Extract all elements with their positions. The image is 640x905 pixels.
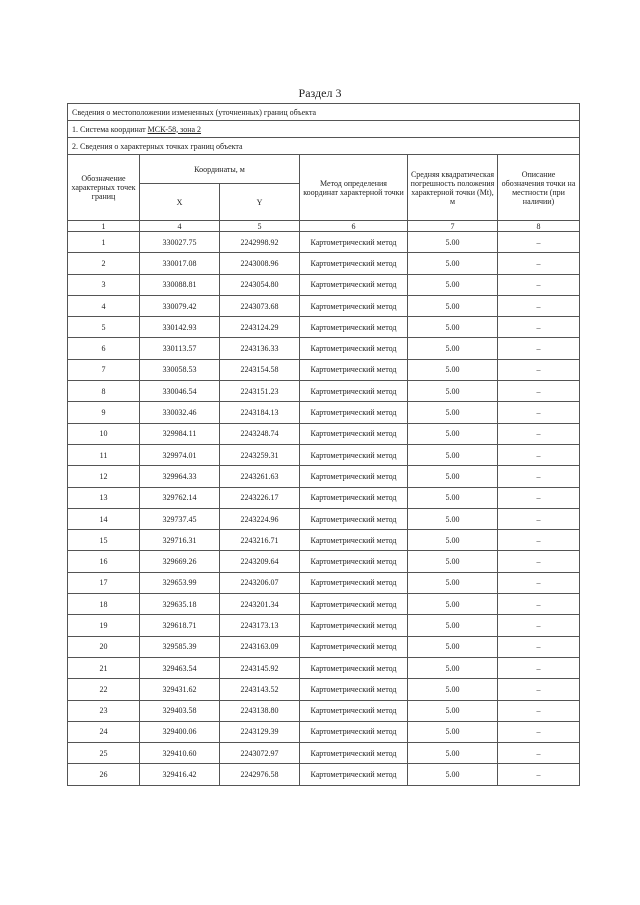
header-method: Метод определения координат характерной точки <box>300 155 408 221</box>
table-row <box>68 487 580 508</box>
description-cell: – <box>498 679 580 700</box>
error-cell: 5.00 <box>408 530 498 551</box>
column-number: 7 <box>408 221 498 232</box>
y-coordinate-cell: 2243163.09 <box>220 636 300 657</box>
y-coordinate-cell: 2243129.39 <box>220 721 300 742</box>
y-coordinate-cell: 2242998.92 <box>220 232 300 253</box>
header-x: X <box>140 184 220 221</box>
column-number: 1 <box>68 221 140 232</box>
method-cell: Картометрический метод <box>300 508 408 529</box>
table-row <box>68 636 580 657</box>
description-cell: – <box>498 551 580 572</box>
error-cell: 5.00 <box>408 338 498 359</box>
y-coordinate-cell: 2243261.63 <box>220 466 300 487</box>
x-coordinate-cell: 329618.71 <box>140 615 220 636</box>
table-row <box>68 615 580 636</box>
header-description: Описание обозначения точки на местности (при наличии) <box>498 155 580 221</box>
error-cell: 5.00 <box>408 551 498 572</box>
x-coordinate-cell: 329984.11 <box>140 423 220 444</box>
point-number-cell: 4 <box>68 295 140 316</box>
error-cell: 5.00 <box>408 466 498 487</box>
boundary-points-table <box>67 103 580 786</box>
x-coordinate-cell: 329964.33 <box>140 466 220 487</box>
table-row <box>68 743 580 764</box>
error-cell: 5.00 <box>408 232 498 253</box>
description-cell: – <box>498 508 580 529</box>
y-coordinate-cell: 2243201.34 <box>220 594 300 615</box>
point-number-cell: 12 <box>68 466 140 487</box>
description-cell: – <box>498 721 580 742</box>
table-row <box>68 444 580 465</box>
method-cell: Картометрический метод <box>300 657 408 678</box>
error-cell: 5.00 <box>408 743 498 764</box>
error-cell: 5.00 <box>408 444 498 465</box>
error-cell: 5.00 <box>408 423 498 444</box>
point-number-cell: 25 <box>68 743 140 764</box>
points-heading: 2. Сведения о характерных точках границ объекта <box>68 138 580 155</box>
description-cell: – <box>498 743 580 764</box>
error-cell: 5.00 <box>408 721 498 742</box>
point-number-cell: 19 <box>68 615 140 636</box>
error-cell: 5.00 <box>408 274 498 295</box>
y-coordinate-cell: 2243054.80 <box>220 274 300 295</box>
description-cell: – <box>498 700 580 721</box>
x-coordinate-cell: 330058.53 <box>140 359 220 380</box>
point-number-cell: 9 <box>68 402 140 423</box>
error-cell: 5.00 <box>408 615 498 636</box>
y-coordinate-cell: 2243145.92 <box>220 657 300 678</box>
x-coordinate-cell: 329416.42 <box>140 764 220 785</box>
method-cell: Картометрический метод <box>300 679 408 700</box>
table-row <box>68 530 580 551</box>
description-cell: – <box>498 487 580 508</box>
point-number-cell: 13 <box>68 487 140 508</box>
y-coordinate-cell: 2243226.17 <box>220 487 300 508</box>
point-number-cell: 22 <box>68 679 140 700</box>
method-cell: Картометрический метод <box>300 338 408 359</box>
point-number-cell: 1 <box>68 232 140 253</box>
description-cell: – <box>498 530 580 551</box>
y-coordinate-cell: 2243259.31 <box>220 444 300 465</box>
x-coordinate-cell: 329716.31 <box>140 530 220 551</box>
description-cell: – <box>498 359 580 380</box>
method-cell: Картометрический метод <box>300 423 408 444</box>
description-cell: – <box>498 764 580 785</box>
method-cell: Картометрический метод <box>300 636 408 657</box>
table-row <box>68 253 580 274</box>
error-cell: 5.00 <box>408 657 498 678</box>
table-row <box>68 338 580 359</box>
method-cell: Картометрический метод <box>300 764 408 785</box>
error-cell: 5.00 <box>408 253 498 274</box>
description-cell: – <box>498 615 580 636</box>
y-coordinate-cell: 2243224.96 <box>220 508 300 529</box>
method-cell: Картометрический метод <box>300 402 408 423</box>
description-cell: – <box>498 594 580 615</box>
error-cell: 5.00 <box>408 594 498 615</box>
y-coordinate-cell: 2243184.13 <box>220 402 300 423</box>
method-cell: Картометрический метод <box>300 721 408 742</box>
error-cell: 5.00 <box>408 508 498 529</box>
description-cell: – <box>498 317 580 338</box>
point-number-cell: 2 <box>68 253 140 274</box>
table-row <box>68 295 580 316</box>
x-coordinate-cell: 329463.54 <box>140 657 220 678</box>
coord-system-prefix: 1. Система координат <box>72 124 148 134</box>
method-cell: Картометрический метод <box>300 466 408 487</box>
x-coordinate-cell: 330142.93 <box>140 317 220 338</box>
table-row <box>68 423 580 444</box>
column-number: 6 <box>300 221 408 232</box>
table-row <box>68 657 580 678</box>
header-coordinates: Координаты, м <box>140 155 300 184</box>
method-cell: Картометрический метод <box>300 232 408 253</box>
header-y: Y <box>220 184 300 221</box>
point-number-cell: 14 <box>68 508 140 529</box>
point-number-cell: 7 <box>68 359 140 380</box>
method-cell: Картометрический метод <box>300 274 408 295</box>
error-cell: 5.00 <box>408 381 498 402</box>
table-row <box>68 508 580 529</box>
description-cell: – <box>498 636 580 657</box>
x-coordinate-cell: 329403.58 <box>140 700 220 721</box>
y-coordinate-cell: 2243072.97 <box>220 743 300 764</box>
x-coordinate-cell: 330079.42 <box>140 295 220 316</box>
coord-system-line <box>68 121 580 138</box>
x-coordinate-cell: 329400.06 <box>140 721 220 742</box>
table-row <box>68 572 580 593</box>
description-cell: – <box>498 232 580 253</box>
method-cell: Картометрический метод <box>300 615 408 636</box>
section-title: Раздел 3 <box>298 86 342 100</box>
method-cell: Картометрический метод <box>300 743 408 764</box>
y-coordinate-cell: 2243138.80 <box>220 700 300 721</box>
method-cell: Картометрический метод <box>300 444 408 465</box>
error-cell: 5.00 <box>408 679 498 700</box>
x-coordinate-cell: 329410.60 <box>140 743 220 764</box>
description-cell: – <box>498 423 580 444</box>
method-cell: Картометрический метод <box>300 253 408 274</box>
error-cell: 5.00 <box>408 487 498 508</box>
column-number: 4 <box>140 221 220 232</box>
y-coordinate-cell: 2243154.58 <box>220 359 300 380</box>
table-row <box>68 402 580 423</box>
x-coordinate-cell: 329974.01 <box>140 444 220 465</box>
x-coordinate-cell: 330032.46 <box>140 402 220 423</box>
error-cell: 5.00 <box>408 572 498 593</box>
y-coordinate-cell: 2243206.07 <box>220 572 300 593</box>
y-coordinate-cell: 2243209.64 <box>220 551 300 572</box>
table-row <box>68 359 580 380</box>
point-number-cell: 8 <box>68 381 140 402</box>
table-row <box>68 764 580 785</box>
table-row <box>68 381 580 402</box>
table-row <box>68 232 580 253</box>
method-cell: Картометрический метод <box>300 487 408 508</box>
column-number: 5 <box>220 221 300 232</box>
description-cell: – <box>498 253 580 274</box>
description-cell: – <box>498 274 580 295</box>
error-cell: 5.00 <box>408 700 498 721</box>
method-cell: Картометрический метод <box>300 551 408 572</box>
point-number-cell: 26 <box>68 764 140 785</box>
table-row <box>68 274 580 295</box>
method-cell: Картометрический метод <box>300 700 408 721</box>
y-coordinate-cell: 2243151.23 <box>220 381 300 402</box>
x-coordinate-cell: 330088.81 <box>140 274 220 295</box>
error-cell: 5.00 <box>408 295 498 316</box>
y-coordinate-cell: 2243124.29 <box>220 317 300 338</box>
error-cell: 5.00 <box>408 317 498 338</box>
x-coordinate-cell: 330113.57 <box>140 338 220 359</box>
method-cell: Картометрический метод <box>300 295 408 316</box>
table-row <box>68 551 580 572</box>
point-number-cell: 21 <box>68 657 140 678</box>
description-cell: – <box>498 381 580 402</box>
y-coordinate-cell: 2243248.74 <box>220 423 300 444</box>
y-coordinate-cell: 2243073.68 <box>220 295 300 316</box>
point-number-cell: 23 <box>68 700 140 721</box>
description-cell: – <box>498 295 580 316</box>
x-coordinate-cell: 329669.26 <box>140 551 220 572</box>
description-cell: – <box>498 338 580 359</box>
header-point-designation: Обозначение характерных точек границ <box>68 155 140 221</box>
error-cell: 5.00 <box>408 764 498 785</box>
point-number-cell: 17 <box>68 572 140 593</box>
point-number-cell: 16 <box>68 551 140 572</box>
table-row <box>68 466 580 487</box>
x-coordinate-cell: 329635.18 <box>140 594 220 615</box>
point-number-cell: 18 <box>68 594 140 615</box>
header-error: Средняя квадратическая погрешность положения характерной точки (Mt), м <box>408 155 498 221</box>
y-coordinate-cell: 2243143.52 <box>220 679 300 700</box>
error-cell: 5.00 <box>408 359 498 380</box>
table-row <box>68 317 580 338</box>
point-number-cell: 5 <box>68 317 140 338</box>
point-number-cell: 3 <box>68 274 140 295</box>
y-coordinate-cell: 2242976.58 <box>220 764 300 785</box>
method-cell: Картометрический метод <box>300 381 408 402</box>
x-coordinate-cell: 330027.75 <box>140 232 220 253</box>
x-coordinate-cell: 329737.45 <box>140 508 220 529</box>
x-coordinate-cell: 329431.62 <box>140 679 220 700</box>
y-coordinate-cell: 2243216.71 <box>220 530 300 551</box>
method-cell: Картометрический метод <box>300 317 408 338</box>
point-number-cell: 24 <box>68 721 140 742</box>
method-cell: Картометрический метод <box>300 572 408 593</box>
x-coordinate-cell: 329585.39 <box>140 636 220 657</box>
description-cell: – <box>498 657 580 678</box>
table-row <box>68 700 580 721</box>
point-number-cell: 10 <box>68 423 140 444</box>
error-cell: 5.00 <box>408 402 498 423</box>
coord-system-value: МСК-58, зона 2 <box>147 124 202 134</box>
point-number-cell: 15 <box>68 530 140 551</box>
description-cell: – <box>498 572 580 593</box>
method-cell: Картометрический метод <box>300 594 408 615</box>
column-number: 8 <box>498 221 580 232</box>
table-row <box>68 721 580 742</box>
x-coordinate-cell: 330046.54 <box>140 381 220 402</box>
error-cell: 5.00 <box>408 636 498 657</box>
y-coordinate-cell: 2243173.13 <box>220 615 300 636</box>
description-cell: – <box>498 466 580 487</box>
description-cell: – <box>498 444 580 465</box>
x-coordinate-cell: 329762.14 <box>140 487 220 508</box>
method-cell: Картометрический метод <box>300 530 408 551</box>
point-number-cell: 11 <box>68 444 140 465</box>
x-coordinate-cell: 329653.99 <box>140 572 220 593</box>
y-coordinate-cell: 2243008.96 <box>220 253 300 274</box>
description-cell: – <box>498 402 580 423</box>
x-coordinate-cell: 330017.08 <box>140 253 220 274</box>
doc-title: Сведения о местоположении измененных (уточненных) границ объекта <box>68 104 580 121</box>
y-coordinate-cell: 2243136.33 <box>220 338 300 359</box>
table-row <box>68 594 580 615</box>
point-number-cell: 6 <box>68 338 140 359</box>
method-cell: Картометрический метод <box>300 359 408 380</box>
table-row <box>68 679 580 700</box>
point-number-cell: 20 <box>68 636 140 657</box>
